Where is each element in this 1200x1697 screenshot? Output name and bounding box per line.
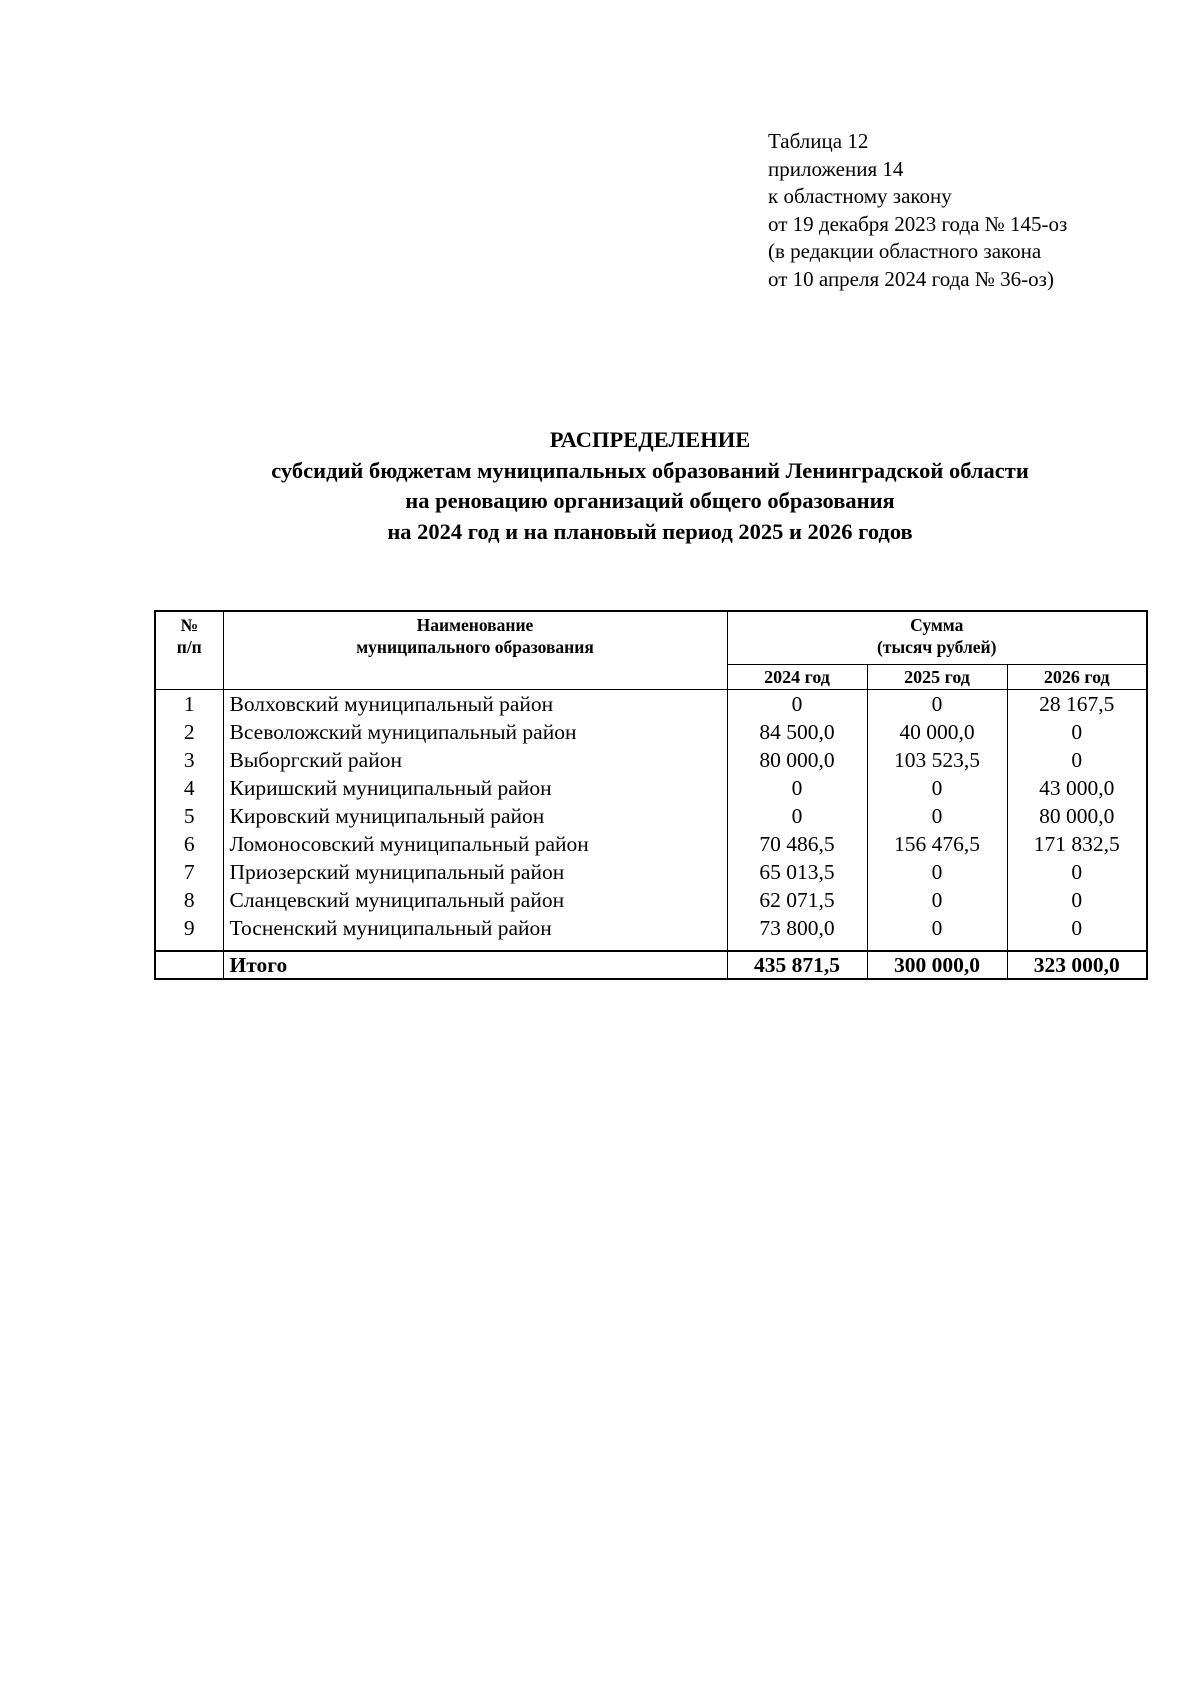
- table-row: [155, 886, 1147, 914]
- annex-line-4: от 19 декабря 2023 года № 145-оз: [768, 211, 1068, 236]
- row-municipality: Кировский муниципальный район: [223, 802, 727, 830]
- row-value-2026: 0: [1007, 886, 1147, 914]
- table-row: [155, 830, 1147, 858]
- row-value-2025: 40 000,0: [867, 718, 1007, 746]
- row-value-2026: 171 832,5: [1007, 830, 1147, 858]
- total-label: Итого: [223, 951, 727, 979]
- total-value-2026: 323 000,0: [1007, 951, 1147, 979]
- table-row: [155, 690, 1147, 719]
- row-municipality: Ломоносовский муниципальный район: [223, 830, 727, 858]
- row-value-2026: 80 000,0: [1007, 802, 1147, 830]
- row-value-2025: 0: [867, 858, 1007, 886]
- header-number-line-2: п/п: [176, 637, 202, 657]
- row-value-2026: 0: [1007, 746, 1147, 774]
- row-value-2024: 70 486,5: [727, 830, 867, 858]
- row-number: 5: [155, 802, 223, 830]
- row-value-2025: 103 523,5: [867, 746, 1007, 774]
- table-row: [155, 858, 1147, 886]
- row-value-2025: 0: [867, 802, 1007, 830]
- row-value-2026: 0: [1007, 914, 1147, 942]
- table-header: [155, 611, 1147, 690]
- table-spacer-row: [155, 942, 1147, 951]
- header-sum-line-2: (тысяч рублей): [877, 637, 997, 657]
- annex-line-2: приложения 14: [768, 156, 904, 181]
- row-value-2026: 28 167,5: [1007, 690, 1147, 719]
- annex-line-3: к областному закону: [768, 184, 952, 208]
- total-value-2024: 435 871,5: [727, 951, 867, 979]
- row-value-2024: 0: [727, 690, 867, 719]
- row-number: 4: [155, 774, 223, 802]
- total-number-cell: [155, 951, 223, 979]
- heading-line-4: на 2024 год и на плановый период 2025 и 2026 годов: [387, 518, 913, 544]
- header-year-2026: 2026 год: [1007, 665, 1147, 690]
- row-value-2024: 62 071,5: [727, 886, 867, 914]
- header-name: [223, 611, 727, 690]
- header-sum: [727, 611, 1147, 665]
- row-municipality: Тосненский муниципальный район: [223, 914, 727, 942]
- total-value-2025: 300 000,0: [867, 951, 1007, 979]
- row-municipality: Киришский муниципальный район: [223, 774, 727, 802]
- table-row: [155, 718, 1147, 746]
- table-body: [155, 690, 1147, 980]
- row-number: 8: [155, 886, 223, 914]
- row-value-2025: 0: [867, 774, 1007, 802]
- row-number: 2: [155, 718, 223, 746]
- row-value-2024: 0: [727, 802, 867, 830]
- header-year-2025: 2025 год: [867, 665, 1007, 690]
- spacer-cell: [223, 942, 727, 951]
- table-row: [155, 746, 1147, 774]
- table-row: [155, 802, 1147, 830]
- row-municipality: Сланцевский муниципальный район: [223, 886, 727, 914]
- row-value-2026: 0: [1007, 718, 1147, 746]
- annex-line-1: Таблица 12: [768, 129, 869, 153]
- spacer-cell: [727, 942, 867, 951]
- row-value-2025: 0: [867, 914, 1007, 942]
- row-number: 9: [155, 914, 223, 942]
- table-row: [155, 914, 1147, 942]
- row-value-2024: 65 013,5: [727, 858, 867, 886]
- heading-line-3: на реновацию организаций общего образования: [405, 488, 895, 513]
- row-municipality: Выборгский район: [223, 746, 727, 774]
- row-number: 7: [155, 858, 223, 886]
- distribution-table: [154, 610, 1148, 980]
- table-total-row: [155, 951, 1147, 979]
- spacer-cell: [1007, 942, 1147, 951]
- distribution-table-wrapper: [154, 610, 1146, 980]
- row-value-2024: 80 000,0: [727, 746, 867, 774]
- annex-line-5: (в редакции областного закона: [768, 239, 1042, 263]
- row-value-2026: 43 000,0: [1007, 774, 1147, 802]
- spacer-cell: [155, 942, 223, 951]
- heading-line-2: субсидий бюджетам муниципальных образований Ленинградской области: [271, 457, 1029, 483]
- row-number: 1: [155, 690, 223, 719]
- row-municipality: Волховский муниципальный район: [223, 690, 727, 719]
- row-municipality: Приозерский муниципальный район: [223, 858, 727, 886]
- row-value-2025: 0: [867, 690, 1007, 719]
- heading-title: РАСПРЕДЕЛЕНИЕ: [549, 427, 751, 452]
- row-municipality: Всеволожский муниципальный район: [223, 718, 727, 746]
- header-name-line-1: Наименование: [416, 615, 534, 635]
- spacer-cell: [867, 942, 1007, 951]
- table-row: [155, 774, 1147, 802]
- annex-reference: [768, 128, 1067, 293]
- row-value-2026: 0: [1007, 858, 1147, 886]
- row-number: 6: [155, 830, 223, 858]
- row-value-2024: 84 500,0: [727, 718, 867, 746]
- header-name-line-2: муниципального образования: [356, 637, 594, 657]
- row-value-2025: 156 476,5: [867, 830, 1007, 858]
- document-heading: [0, 425, 1200, 547]
- row-number: 3: [155, 746, 223, 774]
- header-number: [155, 611, 223, 690]
- header-year-2024: 2024 год: [727, 665, 867, 690]
- header-number-line-1: №: [180, 615, 199, 635]
- row-value-2024: 73 800,0: [727, 914, 867, 942]
- annex-line-6: от 10 апреля 2024 года № 36-оз): [768, 266, 1054, 291]
- header-sum-line-1: Сумма: [910, 615, 964, 635]
- row-value-2025: 0: [867, 886, 1007, 914]
- row-value-2024: 0: [727, 774, 867, 802]
